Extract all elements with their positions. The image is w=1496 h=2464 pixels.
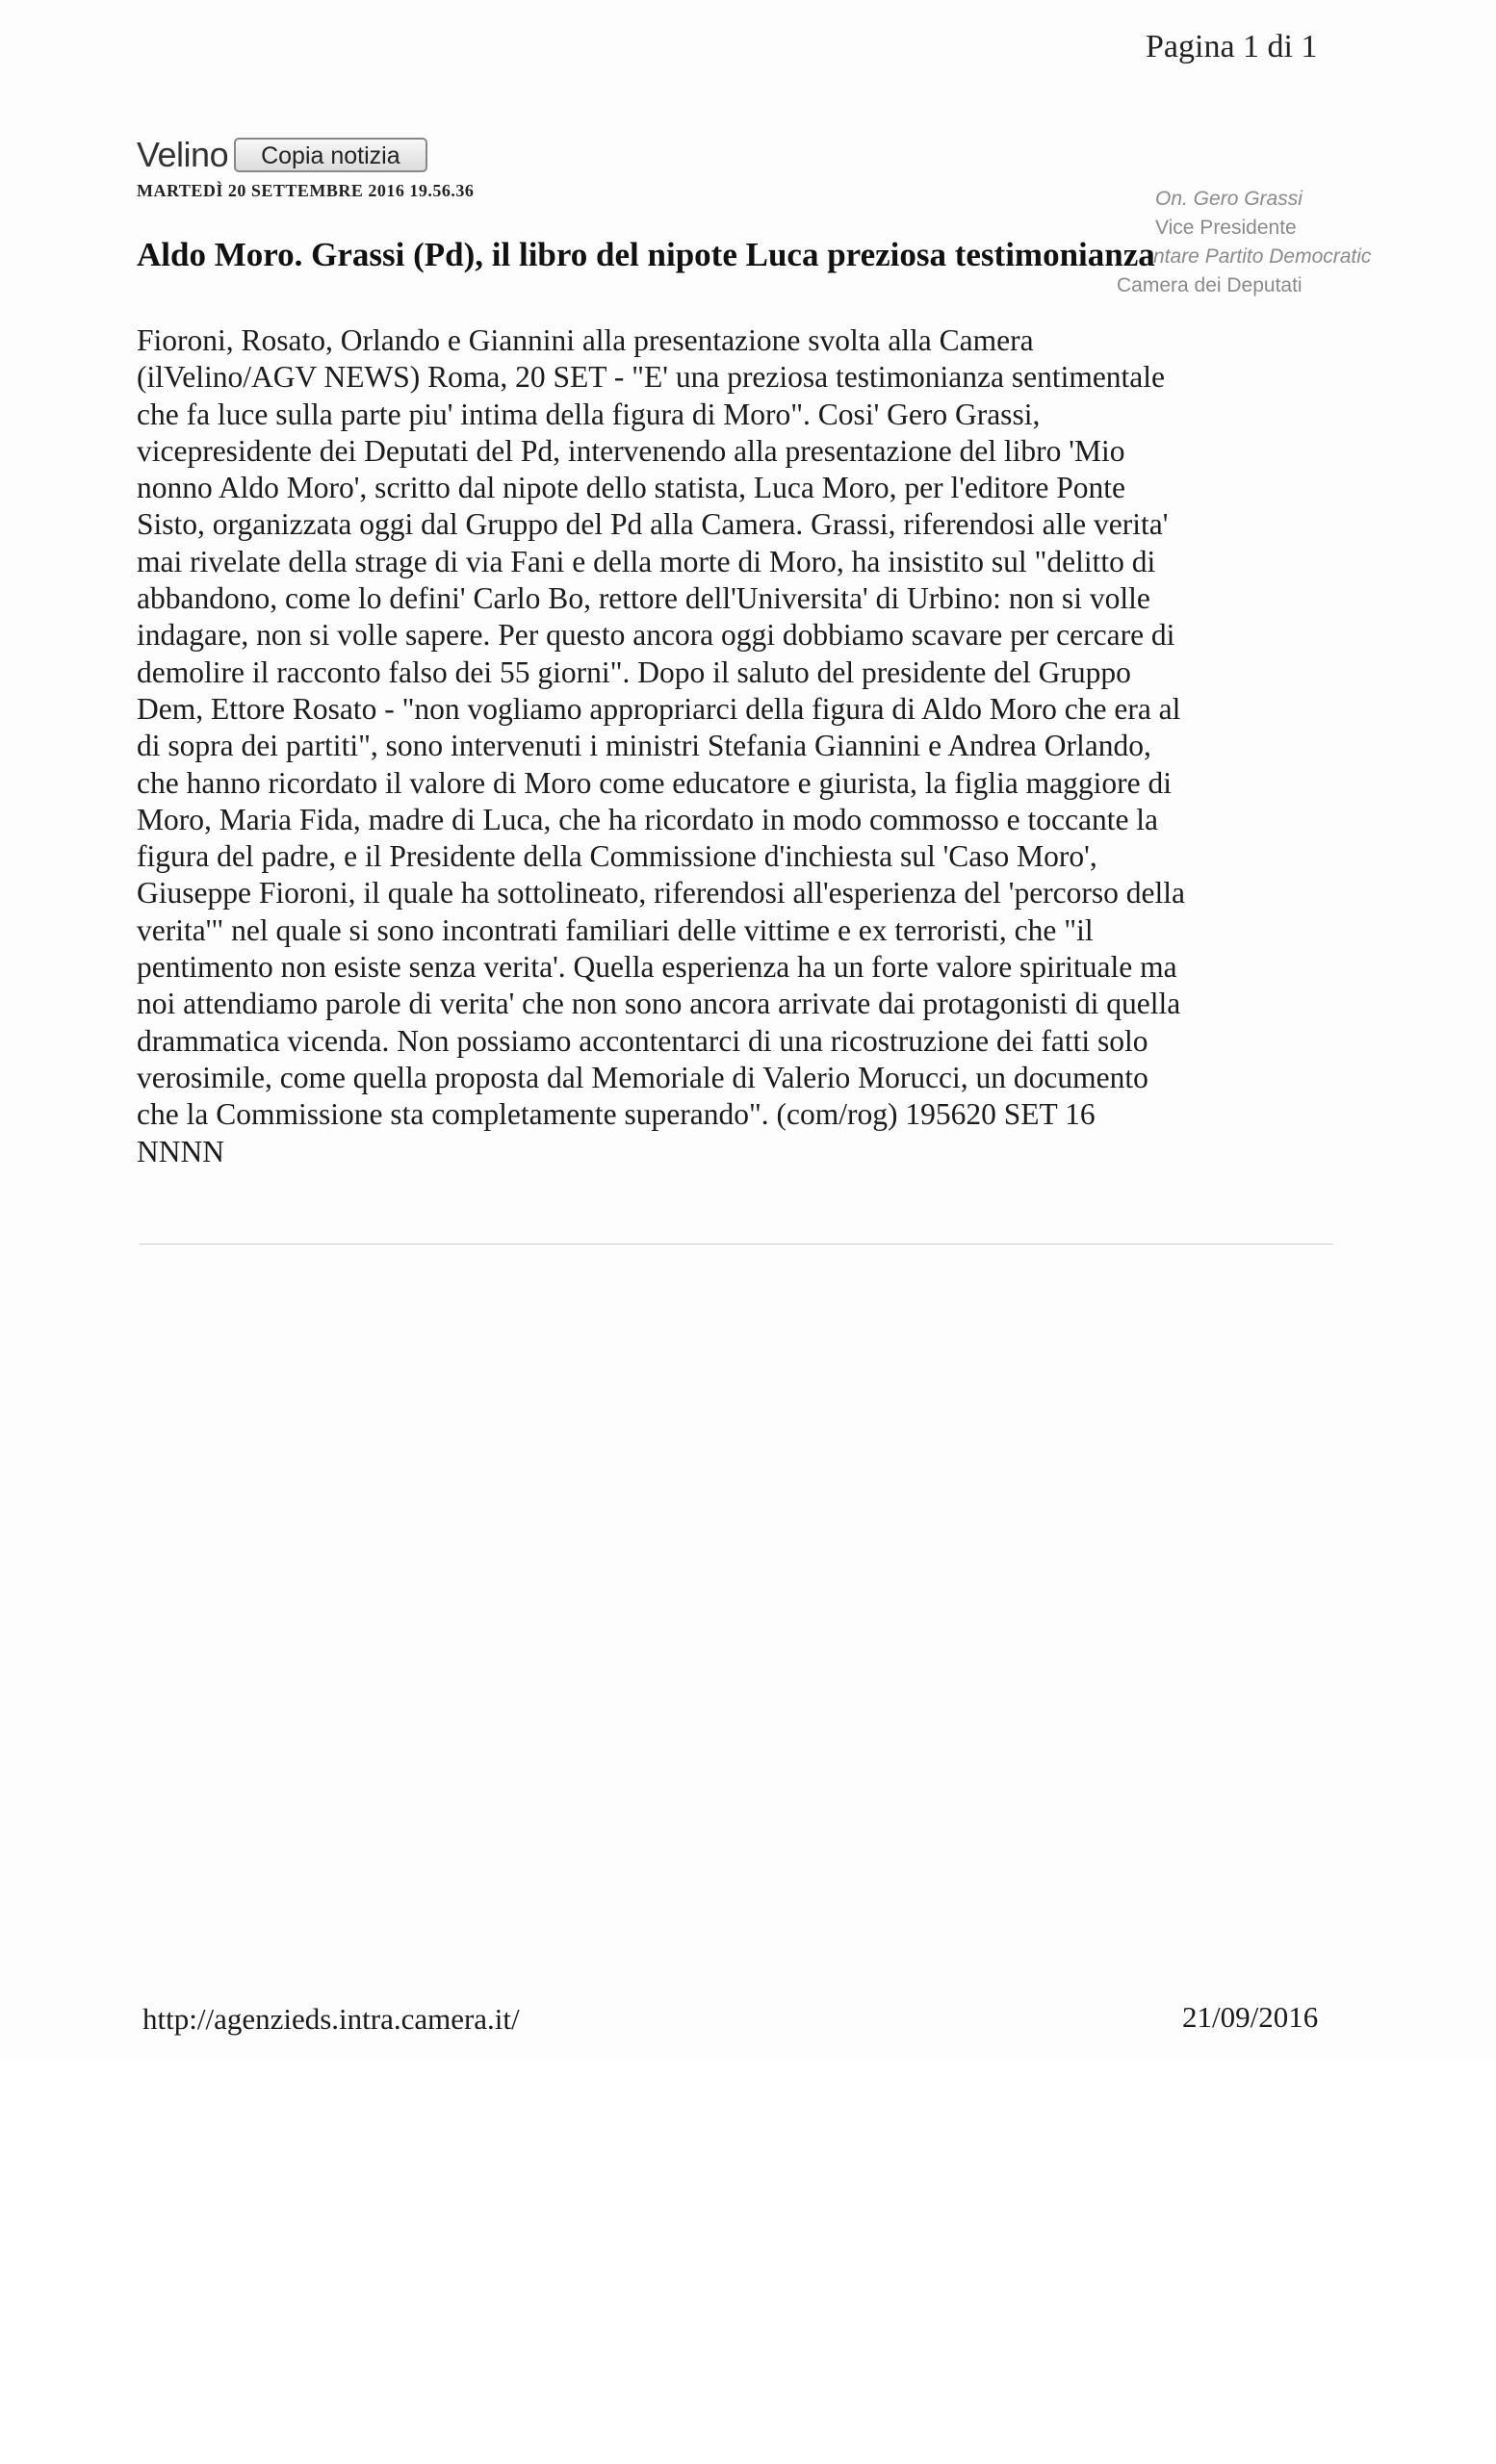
article-dateline: MARTEDÌ 20 SETTEMBRE 2016 19.56.36 xyxy=(137,181,475,200)
copy-news-button[interactable]: Copia notizia xyxy=(234,138,427,172)
body-line: NNNN xyxy=(137,1134,224,1168)
body-line: pentimento non esiste senza verita'. Quella esperienza ha un forte valore spirituale ma xyxy=(137,950,1177,985)
body-line: Dem, Ettore Rosato - "non vogliamo appropriarci della figura di Aldo Moro che era al xyxy=(137,691,1181,726)
body-line: che hanno ricordato il valore di Moro come educatore e giurista, la figlia maggiore di xyxy=(137,765,1172,800)
body-line: nonno Aldo Moro', scritto dal nipote dello statista, Luca Moro, per l'editore Ponte xyxy=(137,471,1126,505)
divider xyxy=(140,1244,1333,1245)
stamp-line: Camera dei Deputati xyxy=(1117,274,1303,296)
body-line: indagare, non si volle sapere. Per questo ancora oggi dobbiamo scavare per cercare di xyxy=(137,618,1175,653)
velino-logo: Velino xyxy=(137,135,229,174)
body-line: che la Commissione sta completamente superando". (com/rog) 195620 SET 16 xyxy=(137,1097,1096,1132)
body-line: di sopra dei partiti", sono intervenuti i ministri Stefania Giannini e Andrea Orlando, xyxy=(137,729,1151,763)
article-body xyxy=(137,322,1330,1170)
body-line: noi attendiamo parole di verita' che non sono ancora arrivate dai protagonisti di quella xyxy=(137,987,1181,1021)
source-bar xyxy=(137,135,427,175)
body-line: che fa luce sulla parte piu' intima della figura di Moro". Cosi' Gero Grassi, xyxy=(137,397,1041,431)
body-line: figura del padre, e il Presidente della Commissione d'inchiesta sul 'Caso Moro', xyxy=(137,839,1097,874)
stamp-line: On. Gero Grassi xyxy=(1155,188,1303,210)
body-line: Fioroni, Rosato, Orlando e Giannini alla presentazione svolta alla Camera xyxy=(137,323,1034,357)
stamp-line: ntare Partito Democratic xyxy=(1153,245,1372,268)
office-stamp xyxy=(1117,185,1473,300)
body-line: verosimile, come quella proposta dal Memoriale di Valerio Morucci, un documento xyxy=(137,1060,1148,1094)
body-line: Giuseppe Fioroni, il quale ha sottolineato, riferendosi all'esperienza del 'percorso della xyxy=(137,876,1185,911)
body-line: (ilVelino/AGV NEWS) Roma, 20 SET - "E' una preziosa testimonianza sentimentale xyxy=(137,360,1166,395)
stamp-line: Vice Presidente xyxy=(1155,217,1297,239)
page-number: Pagina 1 di 1 xyxy=(1146,29,1318,64)
body-line: Moro, Maria Fida, madre di Luca, che ha ricordato in modo commosso e toccante la xyxy=(137,802,1159,836)
footer-date: 21/09/2016 xyxy=(1182,2000,1319,2034)
body-line: verita'" nel quale si sono incontrati familiari delle vittime e ex terroristi, che "il xyxy=(137,912,1094,947)
body-line: demolire il racconto falso dei 55 giorni". Dopo il saluto del presidente del Gruppo xyxy=(137,654,1131,689)
body-line: Sisto, organizzata oggi dal Gruppo del Pd alla Camera. Grassi, riferendosi alle verita' xyxy=(137,507,1169,542)
body-line: mai rivelate della strage di via Fani e della morte di Moro, ha insistito sul "delitto di xyxy=(137,544,1156,578)
body-line: abbandono, come lo defini' Carlo Bo, rettore dell'Universita' di Urbino: non si volle xyxy=(137,581,1150,616)
body-line: vicepresidente dei Deputati del Pd, intervenendo alla presentazione del libro 'Mio xyxy=(137,433,1125,468)
body-line: drammatica vicenda. Non possiamo accontentarci di una ricostruzione dei fatti solo xyxy=(137,1023,1148,1058)
article-headline: Aldo Moro. Grassi (Pd), il libro del nipote Luca preziosa testimonianza xyxy=(137,236,1155,273)
footer-url: http://agenzieds.intra.camera.it/ xyxy=(142,2002,520,2036)
